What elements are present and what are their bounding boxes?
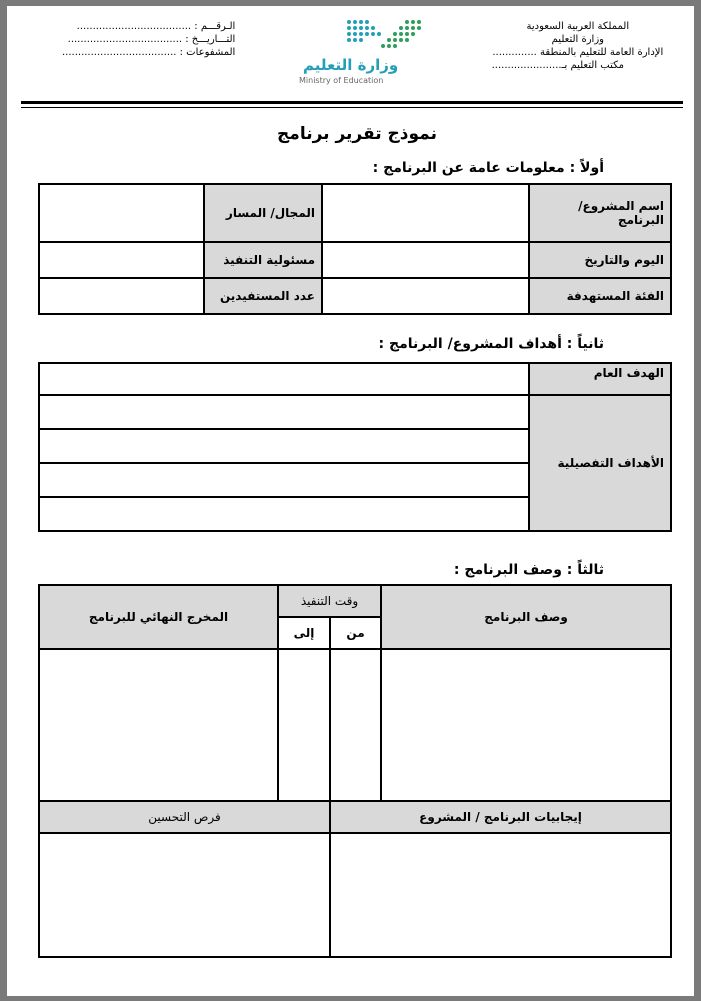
header-ministry: وزارة التعليم <box>551 34 604 45</box>
header-ref-block <box>62 20 235 59</box>
table-row <box>39 833 671 957</box>
label-day-date: اليوم والتاريخ <box>529 242 671 278</box>
label-domain: المجال/ المسار <box>204 184 322 242</box>
table-row <box>39 395 671 429</box>
field-from[interactable] <box>330 649 381 801</box>
header-org-block <box>492 20 664 72</box>
table-row <box>39 649 671 801</box>
label-exec-time: وقت التنفيذ <box>278 585 381 617</box>
section1-heading: أولاً : معلومات عامة عن البرنامج : <box>372 160 604 176</box>
table-row <box>39 242 671 278</box>
table-row <box>39 363 671 395</box>
header-office: مكتب التعليم بـ...................... <box>491 60 624 71</box>
field-to[interactable] <box>278 649 330 801</box>
label-to: إلى <box>278 617 330 649</box>
field-positives[interactable] <box>330 833 671 957</box>
field-detailed-goal-4[interactable] <box>39 497 529 531</box>
field-beneficiaries[interactable] <box>39 278 204 314</box>
logo-dots-icon <box>297 14 437 54</box>
table-row <box>39 585 671 617</box>
label-responsibility: مسئولية التنفيذ <box>204 242 322 278</box>
label-beneficiaries: عدد المستفيدين <box>204 278 322 314</box>
description-table <box>38 584 672 958</box>
logo-arabic-text: وزارة التعليم <box>303 56 399 74</box>
field-responsibility[interactable] <box>39 242 204 278</box>
goals-table <box>38 362 672 532</box>
table-row <box>39 278 671 314</box>
label-program-description: وصف البرنامج <box>381 585 671 649</box>
header-rule-thin <box>21 107 683 108</box>
field-detailed-goal-1[interactable] <box>39 395 529 429</box>
label-target-group: الفئة المستهدفة <box>529 278 671 314</box>
header-attachments: المشفوعات : .................................... <box>62 47 236 58</box>
field-domain[interactable] <box>39 184 204 242</box>
header-directorate: الإدارة العامة للتعليم بالمنطقة .............. <box>492 47 664 58</box>
label-final-output: المخرج النهائي للبرنامج <box>39 585 278 649</box>
field-target-group[interactable] <box>322 278 529 314</box>
table-row <box>39 184 671 242</box>
field-day-date[interactable] <box>322 242 529 278</box>
field-general-goal[interactable] <box>39 363 529 395</box>
document-page <box>7 6 694 996</box>
general-info-table <box>38 183 672 315</box>
header-rule-thick <box>21 101 683 104</box>
header-country: المملكة العربية السعودية <box>526 21 630 32</box>
label-detailed-goals: الأهداف التفصيلية <box>529 395 671 531</box>
label-from: من <box>330 617 381 649</box>
field-detailed-goal-2[interactable] <box>39 429 529 463</box>
label-improvements: فرص التحسين <box>39 801 330 833</box>
page-title: نموذج تقرير برنامج <box>277 124 437 144</box>
label-positives: إيجابيات البرنامج / المشروع <box>330 801 671 833</box>
field-improvements[interactable] <box>39 833 330 957</box>
label-project-name: اسم المشروع/ البرنامج <box>529 184 671 242</box>
logo-english-text: Ministry of Education <box>299 76 384 85</box>
ministry-logo <box>297 14 437 88</box>
field-detailed-goal-3[interactable] <box>39 463 529 497</box>
table-row <box>39 801 671 833</box>
header-date: التـــاريـــخ : .................................... <box>67 34 236 45</box>
field-description[interactable] <box>381 649 671 801</box>
label-general-goal: الهدف العام <box>529 363 671 395</box>
section3-heading: ثالثاً : وصف البرنامج : <box>453 562 604 578</box>
field-final-output[interactable] <box>39 649 278 801</box>
header-number: الـرقـــم : .................................... <box>76 21 236 32</box>
field-project-name[interactable] <box>322 184 529 242</box>
section2-heading: ثانياً : أهداف المشروع/ البرنامج : <box>378 336 604 352</box>
